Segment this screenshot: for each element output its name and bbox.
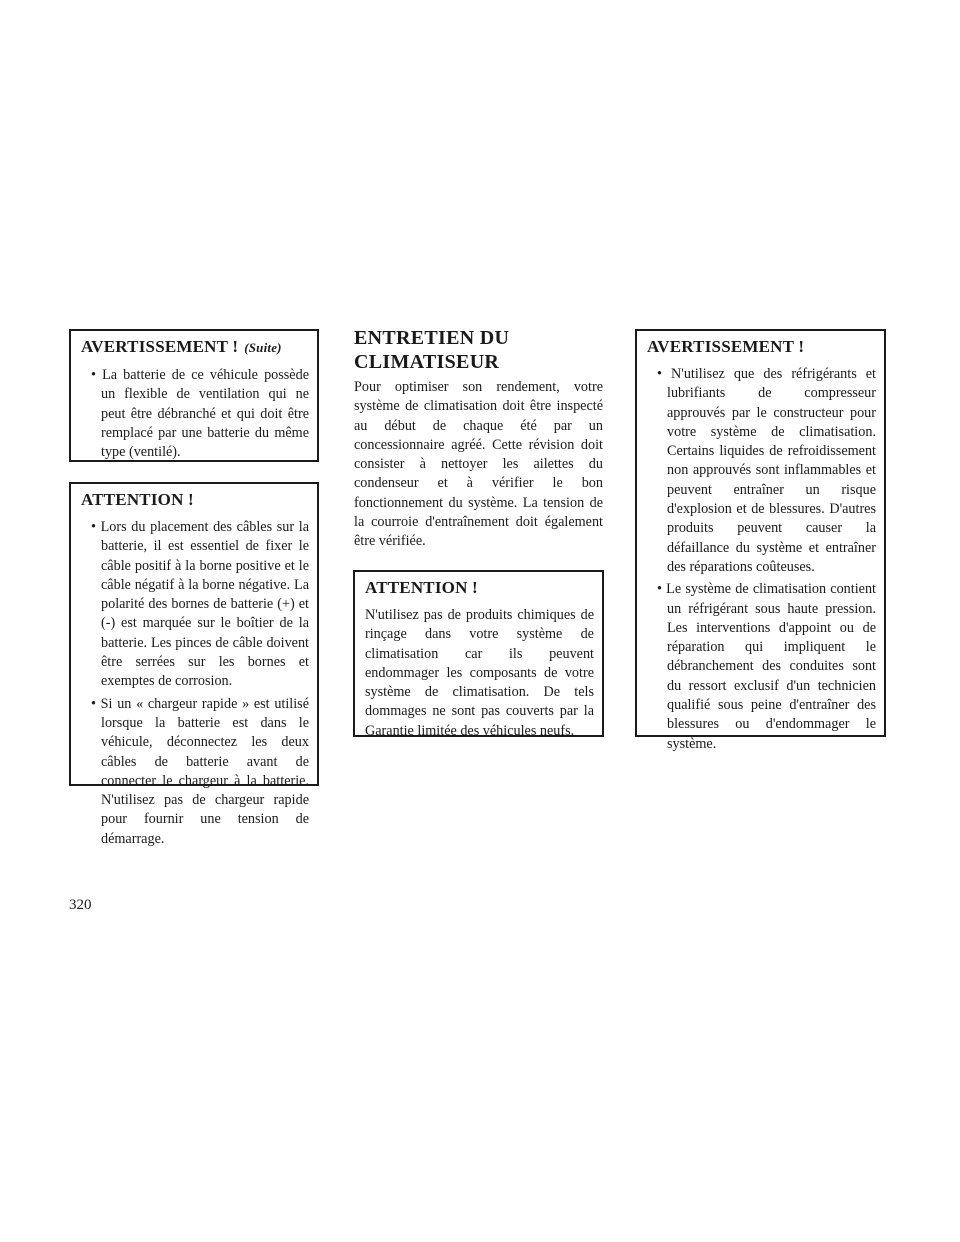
section-title-line-1: ENTRETIEN DU	[354, 327, 510, 349]
attention-item: • Lors du placement des câbles sur la batterie, il est essentiel de fixer le câble positif à la borne positive et le câble négatif à la borne négative. La polarité des bornes de batterie (+) et (-) est marquée sur le boîtier de la batterie. Les pinces de câble doivent être serrées sur les bornes et exemptes de corrosion.	[81, 518, 309, 692]
warning-box-refrigerant	[635, 329, 886, 752]
attention-item: • Si un « chargeur rapide » est utilisé lorsque la batterie est dans le véhicule, déconnectez les deux câbles de batterie avant de connecter le chargeur à la batterie. N'utilisez pas de chargeur rapide pour fournir une tension de démarrage.	[81, 695, 309, 849]
attention-box-battery	[69, 482, 319, 847]
continued-label: (Suite)	[244, 340, 282, 355]
attention-title: ATTENTION !	[81, 490, 194, 509]
warning-title: AVERTISSEMENT !	[647, 337, 805, 356]
attention-box-climatisation	[353, 570, 604, 737]
attention-title: ATTENTION !	[365, 578, 478, 597]
warning-item: • N'utilisez que des réfrigérants et lubrifiants de compresseur approuvés par le constructeur pour votre système de climatisation. Certains liquides de refroidissement non approuvés sont inflammables et peuvent entraîner un risque d'explosion et de blessures. D'autres produits peuvent causer la défaillance du système et entraîner des réparations coûteuses.	[647, 365, 876, 577]
attention-text: N'utilisez pas de produits chimiques de rinçage dans votre système de climatisation car ils peuvent endommager les composants de votre système de climatisation. De tels dommages ne sont pas couverts par la Garantie limitée des véhicules neufs.	[365, 607, 594, 739]
warning-item: • Le système de climatisation contient un réfrigérant sous haute pression. Les interventions d'appoint ou de réparation qui impliquent le débranchement des conduites sont du ressort exclusif d'un technicien qualifié sous peine d'entraîner des blessures ou d'endommager le système.	[647, 580, 876, 754]
warning-title-text: AVERTISSEMENT !	[81, 337, 239, 356]
warning-list	[81, 366, 309, 462]
warning-title	[81, 337, 309, 358]
section-title-line-2: CLIMATISEUR	[354, 351, 500, 373]
attention-list	[81, 518, 309, 849]
warning-list	[647, 365, 876, 754]
section-title	[354, 326, 604, 374]
section-paragraph: Pour optimiser son rendement, votre système de climatisation doit être inspecté au début de chaque été par un concessionnaire agréé. Cette révision doit consister à nettoyer les ailettes du condenseur et à vérifier le bon fonctionnement du système. La tension de la courroie d'entraînement doit également être vérifiée.	[354, 379, 603, 550]
warning-item: • La batterie de ce véhicule possède un flexible de ventilation qui ne peut être débranché et qui doit être remplacé par une batterie du même type (ventilé).	[81, 366, 309, 462]
page-number: 320	[69, 897, 92, 913]
warning-box-continued	[69, 329, 319, 462]
